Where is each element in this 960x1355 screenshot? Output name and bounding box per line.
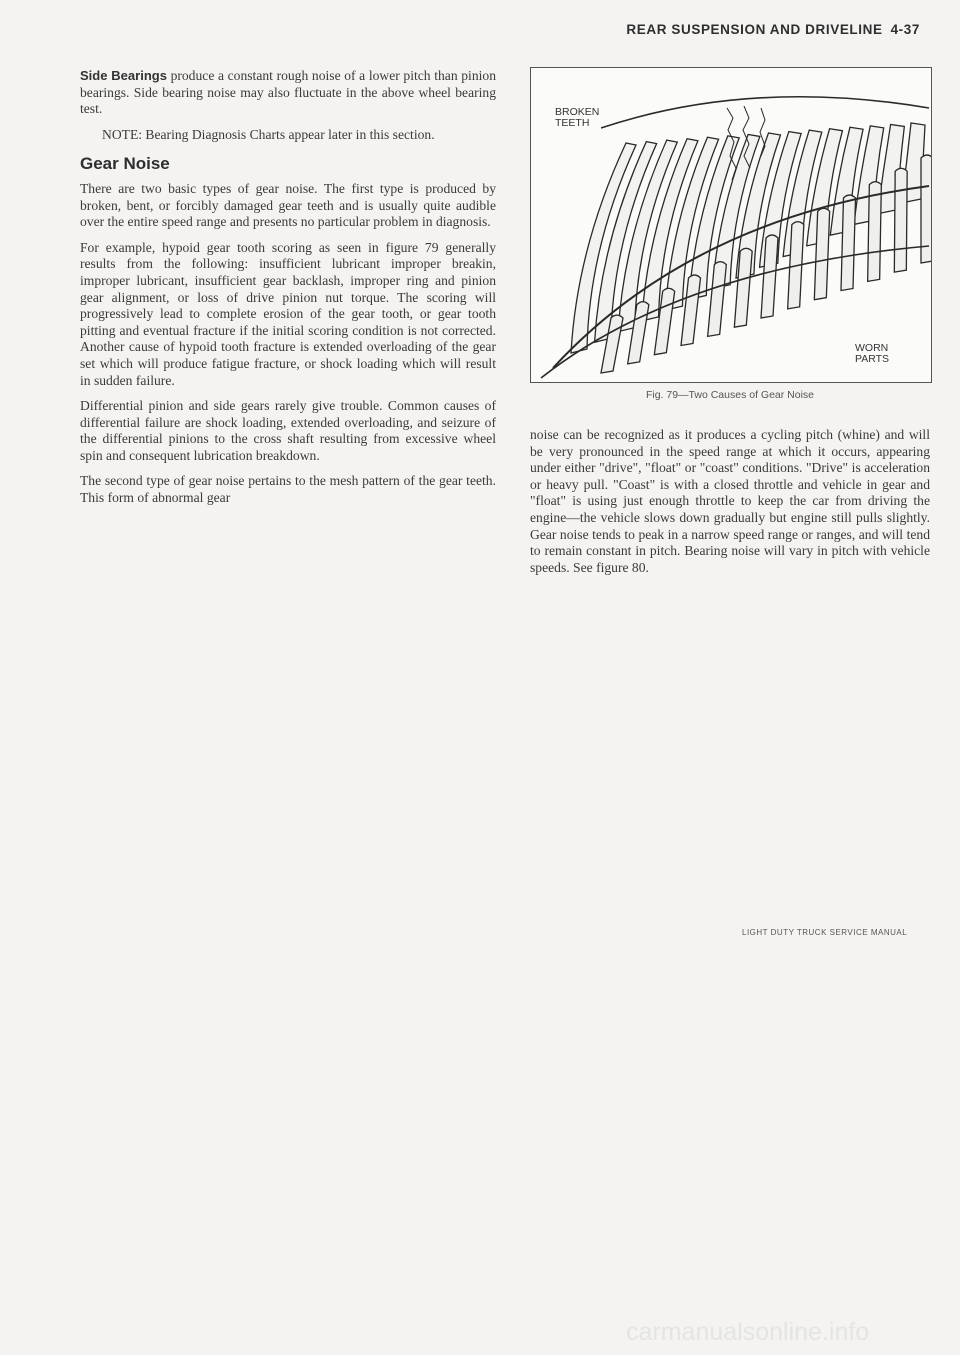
pinion-gear-tooth xyxy=(814,208,829,299)
side-bearings-text: produce a constant rough noise of a lower pitch than pinion bearings. Side bearing noise may also fluctuate in the above wheel bearing test. xyxy=(80,68,497,117)
gear-noise-paragraph-4: The second type of gear noise pertains to the mesh pattern of the gear teeth. This form of abnormal gear xyxy=(80,473,496,506)
site-watermark: carmanualsonline.info xyxy=(626,1318,870,1346)
gear-noise-paragraph-2: For example, hypoid gear tooth scoring as seen in figure 79 generally results from the following: insufficient lubricant improper breakin, improper lubricant, insufficient gear backlash, improper ring and pinion gear alignment, or loss of drive pinion nut torque. The scoring will progressively lead to complete erosion of the gear tooth, or gear tooth pitting and eventual fracture if the initial scoring condition is not corrected. Another cause of hypoid tooth fracture is extended overloading of the gear set which will produce fatigue fracture, or shock loading which will result in sudden failure. xyxy=(80,239,496,388)
manual-footer: LIGHT DUTY TRUCK SERVICE MANUAL xyxy=(742,928,908,937)
label-worn-parts: WORN PARTS xyxy=(855,342,890,365)
gear-noise-paragraph-1: There are two basic types of gear noise. The first type is produced by broken, bent, or forcibly damaged gear teeth and is usually quite audible over the entire speed range and presents no particular problem in diagnosis. xyxy=(80,180,496,230)
bearing-charts-note: NOTE: Bearing Diagnosis Charts appear later in this section. xyxy=(102,126,435,142)
ring-gear-outer-edge xyxy=(601,97,929,128)
pinion-gear-tooth xyxy=(841,195,856,291)
gear-noise-paragraph-3: Differential pinion and side gears rarely give trouble. Common causes of differential failure are shock loading, extended overloading, and seizure of the differential pinions to the cross shaft resulting from excessive wheel spin and consequent lubrication breakdown. xyxy=(80,398,496,463)
label-broken-teeth: BROKEN TEETH xyxy=(555,106,600,129)
pinion-gear-tooth xyxy=(734,248,752,327)
section-title: REAR SUSPENSION AND DRIVELINE xyxy=(626,22,883,37)
gear-noise-heading: Gear Noise xyxy=(80,154,170,174)
pinion-gear-tooth xyxy=(708,262,727,337)
side-bearings-paragraph xyxy=(80,68,496,118)
pinion-gear-tooth xyxy=(894,168,907,272)
figure-caption: Fig. 79—Two Causes of Gear Noise xyxy=(645,389,815,401)
gear-illustration xyxy=(530,67,932,383)
left-column xyxy=(80,68,496,516)
side-bearings-lead: Side Bearings xyxy=(80,68,167,83)
right-column xyxy=(530,427,930,585)
page-number: 4-37 xyxy=(890,22,920,37)
running-header xyxy=(562,22,920,37)
gear-noise-paragraph-5: noise can be recognized as it produces a cycling pitch (whine) and will be very pronounced in the speed range at which it occurs, appearing under either "drive", "float" or "coast" conditions. "Drive" is acceleration or heavy pull. "Coast" is with a closed throttle and vehicle in gear and "float" is using just enough throttle to keep the car from driving the engine—the vehicle slows down gradually but engine still pulls slightly. Gear noise tends to peak in a narrow speed range or ranges, and will tend to remain constant in pitch. Bearing noise will vary in pitch with vehicle speeds. See figure 80. xyxy=(530,427,930,575)
